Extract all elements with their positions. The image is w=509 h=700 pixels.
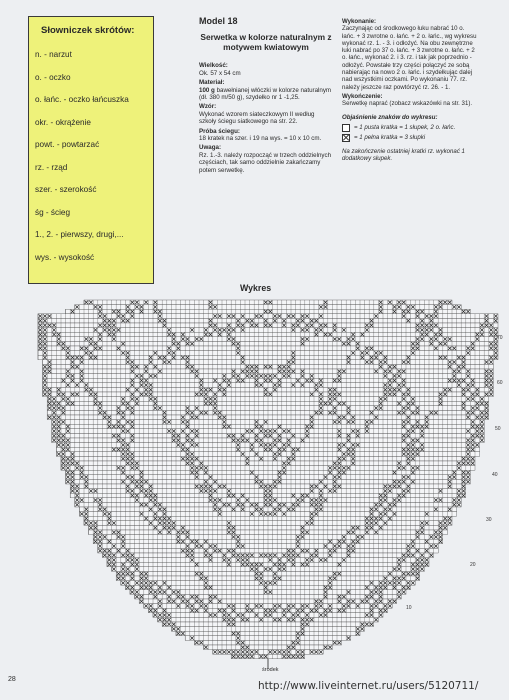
glossary-item: wys. - wysokość [35, 252, 95, 262]
legend-full-text: = 1 pełna kratka = 3 słupki [354, 134, 426, 142]
glossary-item: o. łańc. - oczko łańcuszka [35, 95, 129, 104]
finish-label: Wykończenie: [342, 92, 383, 100]
glossary-item: 1., 2. - pierwszy, drugi,... [35, 230, 124, 239]
glossary-title: Słowniczek skrótów: [41, 25, 135, 36]
row-label: 30 [486, 517, 492, 523]
chart-title: Wykres [240, 283, 272, 293]
notes-value: Rz. 1.-3. należy rozpocząć w trzech oddzielnych częściach, tak samo oddzielnie zakańczamy potem serwetkę. [199, 151, 332, 174]
glossary-item: okr. - okrążenie [35, 117, 91, 127]
model-title: Serwetka w kolorze naturalnym z motywem kwiatowym [200, 32, 332, 52]
glossary-item: śg - ścieg [35, 207, 71, 217]
glossary-item: o. - oczko [35, 72, 71, 82]
gauge-label: Próba ściegu: [199, 127, 240, 135]
legend-empty-text: = 1 pusta kratka = 1 słupek, 2 o. łańc. [354, 124, 456, 132]
finish-text: Serwetkę naprać (zobacz wskazówki na str. 31). [342, 100, 473, 108]
size-label: Wielkość: [199, 62, 228, 70]
center-label: środek [262, 667, 279, 673]
pattern-value: Wykonać wzorem siateczkowym II według szkoły ściegu siatkowego na str. 22. [199, 110, 315, 126]
row-label: 20 [470, 562, 476, 568]
watermark-url: http://www.liveinternet.ru/users/5120711/ [258, 680, 479, 692]
row-label: 40 [492, 472, 498, 478]
glossary-item: rz. - rząd [35, 162, 68, 172]
material-amount: 100 g [199, 86, 215, 94]
exec-label: Wykonanie: [342, 18, 377, 25]
row-label: 70 [497, 335, 503, 341]
glossary-item: szer. - szerokość [35, 185, 97, 194]
glossary-item: n. - narzut [35, 50, 72, 59]
legend-title: Objaśnienie znaków do wykresu: [342, 113, 438, 121]
chart-grid [38, 300, 498, 659]
notes-label: Uwaga: [199, 144, 222, 152]
row-label: 60 [497, 380, 503, 386]
final-note: Na zakończenie ostatniej kratki rz. wykonać 1 dodatkowy słupek. [342, 147, 465, 163]
glossary-item: powt. - powtarzać [35, 140, 100, 149]
pattern-label: Wzór: [199, 103, 217, 111]
material-label: Materiał: [199, 79, 225, 87]
material-value: bawełnianej włóczki w kolorze naturalnym (dł. 380 m/50 g), szydełko nr 1 -1,25. [199, 86, 332, 102]
page-number: 28 [8, 676, 16, 683]
row-label: 10 [406, 605, 412, 611]
gauge-value: 18 kratek na szer. i 19 na wys. = 10 x 10 cm. [199, 135, 322, 143]
size-value: Ok. 57 x 54 cm [199, 69, 241, 77]
exec-text: Zaczynając od środkowego łuku nabrać 10 o. łańc. + 3 zwrotne o. łańc. + 2 o. łańc., wg wykresu wykonać rz. 1. - 3. i odłożyć. Na obu zewnętrzne łuki nabrać po 37 o. łańc. + 3 zwrotne o. łańc. + 2 o. łańc., wykonać 2. i 3. rz. i tak jak poprzednio - odłożyć. Powstałe trzy części połączyć ze sobą nabierając na nowo 2 o. łańc. i szydełkując dalej nad wszystkimi oczkami. Po wykonaniu 77. rz. należy jeszcze raz powtórzyć rz. 26. - 1. [342, 25, 477, 91]
model-number: Model 18 [199, 16, 238, 26]
row-label: 50 [495, 426, 501, 432]
